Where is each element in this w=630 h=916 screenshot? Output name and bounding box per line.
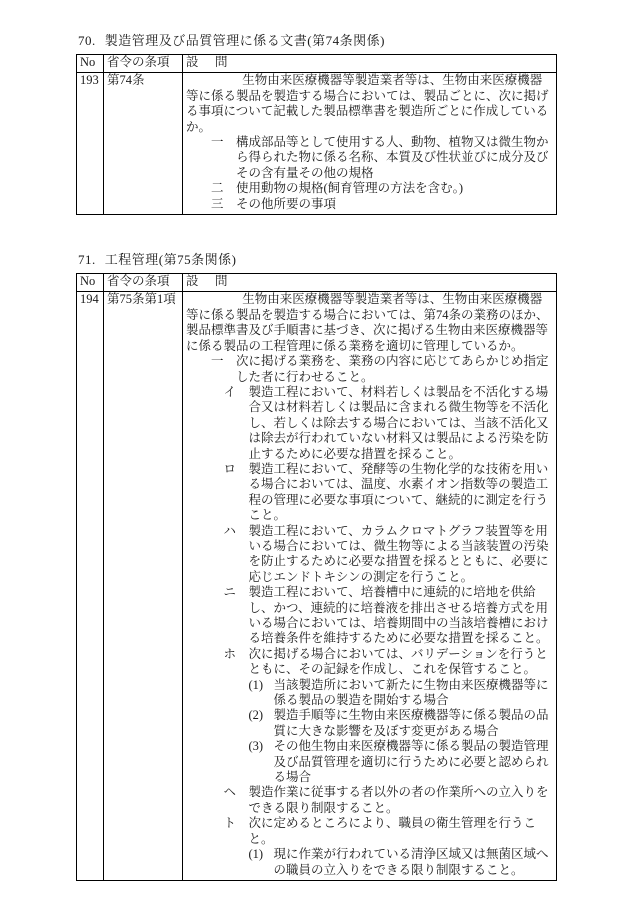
item-text: 次に掲げる業務を、業務の内容に応じてあらかじめ指定した者に行わせること。: [236, 354, 549, 384]
question-item: [186, 816, 553, 847]
question-item: [186, 585, 553, 647]
item-text: 製造工程において、カラムクロマトグラフ装置等を用いる場合においては、微生物等による当該装置の汚染を防止するために必要な措置を採るとともに、必要に応じエンドトキシンの測定を行うこと。: [248, 523, 549, 584]
section-title: 製造管理及び品質管理に係る文書(第74条関係): [104, 33, 385, 48]
question-cell: [183, 292, 557, 880]
section-heading: [78, 30, 556, 49]
item-label: ハ: [223, 523, 237, 538]
section-heading: [78, 249, 556, 268]
item-label: 三: [211, 196, 224, 211]
item-text: 製造作業に従事する者以外の者の作業所への立入りをできる限り制限すること。: [248, 785, 549, 815]
item-label: ホ: [223, 646, 237, 661]
item-label: 一: [211, 354, 224, 369]
item-label: (2): [248, 708, 264, 723]
item-text: 次に掲げる場合においては、バリデーションを行うとともに、その記録を作成し、これを保管すること。: [248, 646, 548, 677]
question-item: [186, 678, 553, 709]
section-70: [76, 30, 556, 215]
item-label: イ: [223, 384, 237, 399]
item-label: 一: [211, 135, 224, 150]
item-label: ニ: [223, 585, 237, 600]
column-header-question: 設 問: [183, 55, 557, 73]
item-label: ヘ: [223, 785, 237, 800]
item-label: ト: [223, 816, 237, 831]
column-header-clause: 省令の条項: [104, 55, 183, 73]
item-text: その他生物由来医療機器等に係る製品の製造管理及び品質管理を適切に行うために必要と認められる場合: [273, 739, 549, 785]
section-71: [76, 249, 556, 881]
question-item: [186, 181, 553, 196]
item-text: 製造工程において、発酵等の生物化学的な技術を用いる場合においては、温度、水素イオン指数等の製造工程の管理に必要な事項について、継続的に測定を行うこと。: [248, 461, 549, 523]
column-header-clause: 省令の条項: [104, 274, 183, 292]
question-item: [186, 354, 553, 385]
section-number: 70.: [78, 33, 96, 48]
column-header-question: 設 問: [183, 274, 557, 292]
table-row: [77, 292, 557, 880]
item-label: (1): [248, 677, 264, 692]
item-text: 次に定めるところにより、職員の衛生管理を行うこと。: [248, 816, 537, 846]
column-header-no: No: [77, 55, 104, 73]
regulation-table: [76, 273, 557, 881]
item-label: (3): [248, 739, 264, 754]
item-label: ロ: [223, 461, 237, 476]
clause-cell: 第75条第1項: [104, 292, 183, 880]
question-item: [186, 739, 553, 785]
section-number: 71.: [78, 252, 96, 268]
row-number-cell: 193: [77, 73, 104, 215]
question-item: [186, 135, 553, 181]
item-text: 現に作業が行われている清浄区域又は無菌区域への職員の立入りをできる限り制限すること。: [273, 847, 549, 877]
column-header-no: No: [77, 274, 104, 292]
row-number-cell: 194: [77, 292, 104, 880]
item-text: その他所要の事項: [236, 196, 337, 211]
question-intro: 生物由来医療機器等製造業者等は、生物由来医療機器等に係る製品を製造する場合においては、第74条の業務のほか、製品標準書及び手順書に基づき、次に掲げる生物由来医療機器等に係る製品の工程管理に係る業務を適切に管理しているか。: [186, 292, 549, 353]
question-intro: 生物由来医療機器等製造業者等は、生物由来医療機器等に係る製品を製造する場合においては、製品ごとに、次に掲げる事項について記載した製品標準書を製造所ごとに作成しているか。: [186, 73, 549, 134]
table-header-row: [77, 55, 557, 73]
question-item: [186, 524, 553, 586]
item-text: 製造工程において、材料若しくは製品を不活化する場合又は材料若しくは製品に含まれる微生物等を不活化し、若しくは除去する場合においては、当該不活化又は除去が行われていない材料又は製品による汚染を防止するために必要な措置を採ること。: [248, 384, 549, 461]
section-title: 工程管理(第75条関係): [104, 252, 237, 268]
clause-cell: 第74条: [104, 73, 183, 215]
item-text: 当該製造所において新たに生物由来医療機器等に係る製品の製造を開始する場合: [273, 677, 549, 708]
question-item: [186, 785, 553, 816]
item-label: 二: [211, 181, 224, 196]
item-label: (1): [248, 847, 264, 862]
question-cell: [183, 73, 557, 215]
item-text: 構成部品等として使用する人、動物、植物又は微生物から得られた物に係る名称、本質及び性状並びに成分及びその含有量その他の規格: [236, 135, 549, 180]
question-item: [186, 847, 553, 878]
table-row: [77, 73, 557, 215]
question-item: [186, 647, 553, 678]
table-header-row: [77, 274, 557, 292]
question-item: [186, 385, 553, 462]
question-item: [186, 197, 553, 212]
item-text: 製造工程において、培養槽中に連続的に培地を供給し、かつ、連続的に培養液を排出させる培養方式を用いる場合においては、培養期間中の当該培養槽における培養条件を維持するために必要な措置を採ること。: [248, 585, 549, 646]
question-item: [186, 708, 553, 739]
question-item: [186, 462, 553, 524]
item-text: 製造手順等に生物由来医療機器等に係る製品の品質に大きな影響を及ぼす変更がある場合: [273, 708, 549, 738]
item-text: 使用動物の規格(飼育管理の方法を含む。): [236, 181, 464, 196]
regulation-table: [76, 54, 557, 215]
